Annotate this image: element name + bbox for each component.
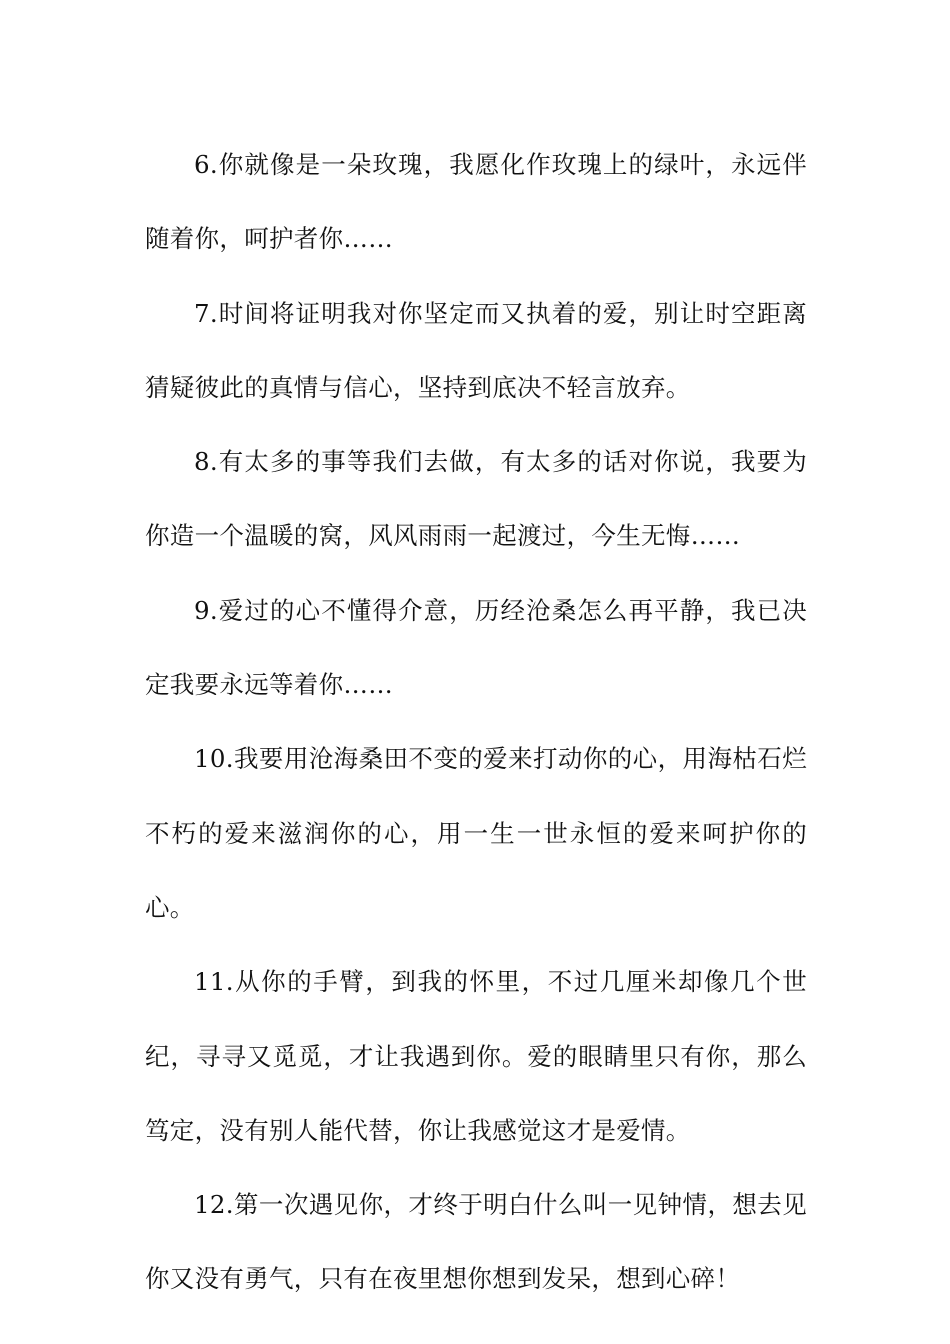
paragraph-8: 8.有太多的事等我们去做，有太多的话对你说，我要为你造一个温暖的窝，风风雨雨一起渡过，今生无悔…… <box>145 447 807 551</box>
document-body <box>145 128 807 1317</box>
paragraph-6: 6.你就像是一朵玫瑰，我愿化作玫瑰上的绿叶，永远伴随着你，呵护者你…… <box>145 150 807 254</box>
paragraph-11: 11.从你的手臂，到我的怀里，不过几厘米却像几个世纪，寻寻又觅觅，才让我遇到你。爱的眼睛里只有你，那么笃定，没有别人能代替，你让我感觉这才是爱情。 <box>145 967 807 1145</box>
paragraph-10: 10.我要用沧海桑田不变的爱来打动你的心，用海枯石烂不朽的爱来滋润你的心，用一生一世永恒的爱来呵护你的心。 <box>145 744 807 922</box>
paragraph-9: 9.爱过的心不懂得介意，历经沧桑怎么再平静，我已决定我要永远等着你…… <box>145 595 807 700</box>
paragraph-12: 12.第一次遇见你，才终于明白什么叫一见钟情，想去见你又没有勇气，只有在夜里想你想到发呆，想到心碎！ <box>145 1190 807 1294</box>
paragraph-7: 7.时间将证明我对你坚定而又执着的爱，别让时空距离猜疑彼此的真情与信心，坚持到底决不轻言放弃。 <box>145 298 807 402</box>
